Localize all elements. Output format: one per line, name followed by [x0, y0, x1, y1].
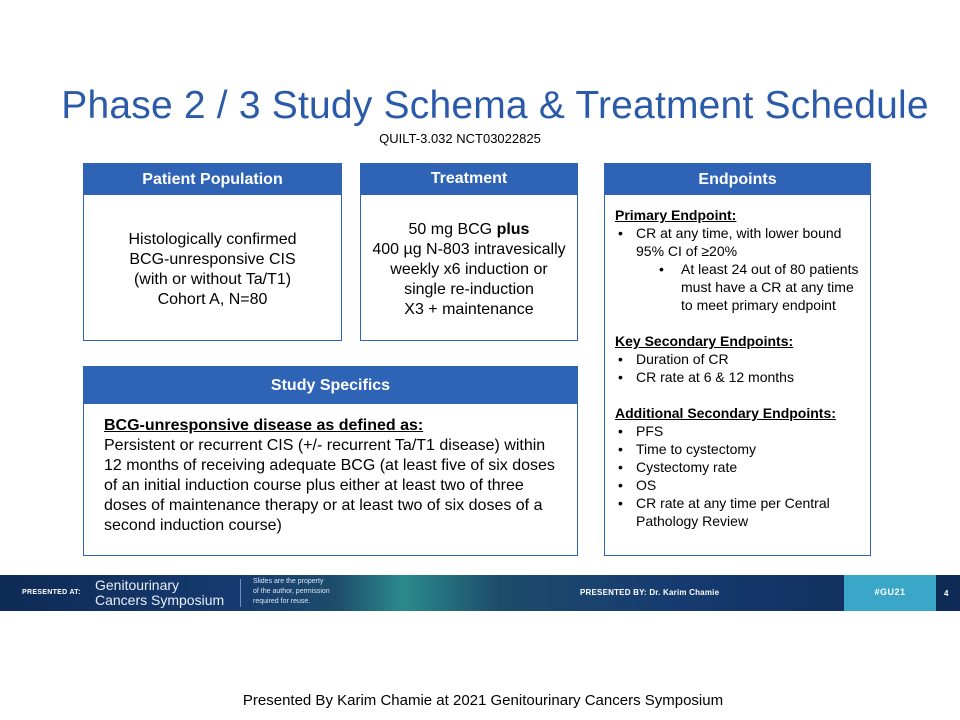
- endpoints-body: [605, 195, 870, 530]
- pp-line: BCG-unresponsive CIS: [129, 250, 296, 268]
- primary-endpoint-item: • CR at any time, with lower bound 95% CI of ≥20%: [615, 224, 870, 260]
- treatment-line: weekly x6 induction or: [390, 260, 548, 278]
- additional-secondary-item: • Cystectomy rate: [615, 458, 870, 476]
- primary-endpoint-subitem: • At least 24 out of 80 patients must have a CR at any time to meet primary endpoint: [615, 260, 870, 314]
- study-specifics-body: [84, 404, 577, 536]
- treatment-plus: plus: [496, 220, 530, 238]
- pp-line: Histologically confirmed: [128, 230, 297, 248]
- note-line: Slides are the property: [253, 578, 324, 585]
- key-secondary-item: • CR rate at 6 & 12 months: [615, 368, 870, 386]
- key-secondary-heading: Key Secondary Endpoints:: [615, 333, 794, 349]
- presenter-caption: Presented By Karim Chamie at 2021 Genitourinary Cancers Symposium: [242, 692, 724, 709]
- footer-divider: [240, 579, 241, 607]
- treatment-line: single re-induction: [404, 280, 534, 298]
- treatment-body: [361, 195, 577, 340]
- patient-population-header: Patient Population: [84, 164, 341, 195]
- slides-property-note: [253, 577, 363, 607]
- treatment-box: [360, 163, 578, 341]
- conference-logo-text: [95, 578, 224, 608]
- additional-secondary-item: • CR rate at any time per Central Pathology Review: [615, 494, 870, 530]
- patient-population-box: [83, 163, 342, 341]
- additional-secondary-item: • Time to cystectomy: [615, 440, 870, 458]
- conference-footer-bar: [0, 575, 960, 611]
- pp-line: (with or without Ta/T1): [133, 270, 292, 288]
- treatment-line-text: 50 mg BCG: [408, 220, 497, 238]
- endpoints-header: Endpoints: [605, 164, 870, 195]
- definition-text: Persistent or recurrent CIS (+/- recurrent Ta/T1 disease) within 12 months of receiving adequate BCG (at least five of six doses of an initial induction course plus either at least two of three doses of maintenance therapy or at least two of six doses of a second induction course): [104, 437, 555, 534]
- slide-title: Phase 2 / 3 Study Schema & Treatment Schedule: [61, 84, 929, 127]
- pp-line: Cohort A, N=80: [157, 290, 268, 308]
- treatment-header: Treatment: [361, 164, 577, 195]
- page-number: 4: [944, 589, 949, 598]
- presented-at-label: PRESENTED AT:: [22, 589, 81, 596]
- note-line: required for reuse.: [253, 598, 311, 605]
- key-secondary-item: • Duration of CR: [615, 350, 870, 368]
- definition-heading: BCG-unresponsive disease as defined as:: [104, 417, 424, 434]
- presented-by-label: PRESENTED BY: Dr. Karim Chamie: [580, 588, 720, 597]
- hashtag-badge: #GU21: [844, 575, 936, 611]
- treatment-line: [409, 220, 530, 240]
- conference-name-line: Cancers Symposium: [95, 592, 225, 608]
- treatment-line: 400 µg N-803 intravesically: [372, 240, 566, 258]
- patient-population-body: [84, 195, 341, 340]
- treatment-line: X3 + maintenance: [404, 300, 534, 318]
- conference-name-line: Genitourinary: [95, 577, 180, 593]
- study-specifics-header: Study Specifics: [84, 367, 577, 404]
- slide-subtitle: QUILT-3.032 NCT03022825: [379, 131, 541, 146]
- additional-secondary-heading: Additional Secondary Endpoints:: [615, 405, 836, 421]
- endpoints-box: [604, 163, 871, 556]
- study-specifics-box: [83, 366, 578, 556]
- additional-secondary-item: • OS: [615, 476, 870, 494]
- primary-endpoint-heading: Primary Endpoint:: [615, 207, 737, 223]
- additional-secondary-item: • PFS: [615, 422, 870, 440]
- note-line: of the author, permission: [253, 588, 330, 595]
